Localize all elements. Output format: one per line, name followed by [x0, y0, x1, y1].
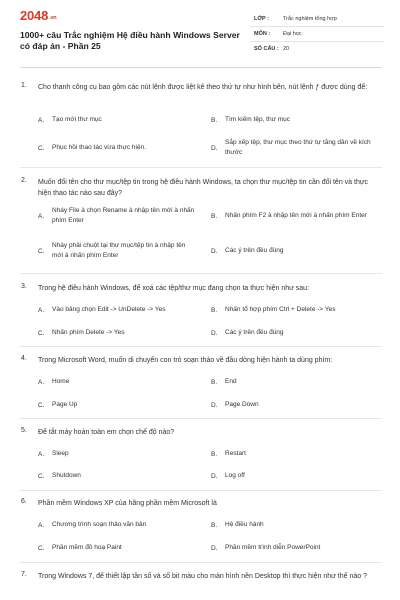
- answer-option-b[interactable]: [211, 109, 386, 131]
- option-text: Page Down: [225, 401, 259, 408]
- option-letter: C.: [38, 472, 45, 480]
- answer-option-b[interactable]: [211, 514, 386, 536]
- answer-option-b[interactable]: [211, 443, 386, 465]
- option-letter: D.: [211, 329, 218, 337]
- option-text: Nhấn phím F2 à nhập tên mới à nhấn phím Enter: [225, 212, 367, 219]
- option-letter: D.: [211, 544, 218, 552]
- option-text: Home: [52, 378, 70, 385]
- answer-option-d[interactable]: [211, 240, 386, 262]
- option-text: Chương trình soạn thảo văn bản: [52, 521, 147, 528]
- option-letter: B.: [211, 450, 218, 458]
- option-text: Phần mềm trình diễn PowerPoint: [225, 544, 321, 551]
- question-number: 4.: [21, 355, 27, 362]
- meta-value: Đại học: [283, 31, 302, 37]
- answer-option-a[interactable]: [38, 443, 198, 465]
- option-letter: D.: [211, 144, 218, 152]
- meta-row-subject: [250, 27, 384, 42]
- answer-option-d[interactable]: [211, 137, 386, 159]
- option-letter: D.: [211, 247, 218, 255]
- option-text: Phần mềm đồ hoạ Paint: [52, 544, 122, 551]
- option-letter: C.: [38, 247, 45, 255]
- answer-option-a[interactable]: [38, 109, 198, 131]
- document-title: 1000+ câu Trắc nghiệm Hệ điều hành Windows Server có đáp án - Phần 25: [20, 30, 240, 51]
- meta-value: Trắc nghiệm tổng hợp: [283, 16, 337, 22]
- option-text: Nhấn phím Delete -> Yes: [52, 329, 125, 336]
- option-letter: A.: [38, 521, 45, 529]
- option-letter: B.: [211, 212, 218, 220]
- option-text: Sleep: [52, 450, 69, 457]
- header-divider: [20, 67, 382, 68]
- option-text: Tạo mới thư mục: [52, 116, 102, 123]
- option-text: Nhấn tổ hợp phím Ctrl + Delete -> Yes: [225, 306, 336, 313]
- option-text: Log off: [225, 472, 245, 479]
- answer-option-c[interactable]: [38, 240, 198, 262]
- answer-option-c[interactable]: [38, 322, 198, 344]
- option-text: Phục hồi thao tác vừa thực hiện.: [52, 144, 146, 151]
- answer-option-d[interactable]: [211, 322, 386, 344]
- option-text: Các ý trên đều đúng: [225, 247, 284, 254]
- answer-option-d[interactable]: [211, 394, 386, 416]
- option-text: End: [225, 378, 237, 385]
- answer-option-b[interactable]: [211, 299, 386, 321]
- option-letter: D.: [211, 472, 218, 480]
- option-text: Vào bảng chọn Edit -> UnDelete -> Yes: [52, 306, 166, 313]
- question-separator: [20, 273, 382, 274]
- question-separator: [20, 346, 382, 347]
- site-logo[interactable]: [20, 8, 56, 23]
- question-text: Phần mềm Windows XP của hãng phần mềm Microsoft là: [38, 500, 217, 507]
- meta-label: MÔN :: [254, 31, 271, 37]
- option-text: Hệ điều hành: [225, 521, 264, 528]
- answer-option-c[interactable]: [38, 394, 198, 416]
- option-letter: A.: [38, 378, 45, 386]
- meta-label: LỚP :: [254, 16, 269, 22]
- option-letter: A.: [38, 212, 45, 220]
- option-text: Nháy phải chuột tại thư mục/tệp tin à nhập tên mới à nhấn phím Enter: [52, 242, 186, 259]
- meta-label: SỐ CÂU :: [254, 46, 279, 52]
- answer-option-a[interactable]: [38, 205, 198, 227]
- question-number: 3.: [21, 283, 27, 290]
- answer-option-d[interactable]: [211, 537, 386, 559]
- option-text: Các ý trên đều đúng: [225, 329, 284, 336]
- question-text: Muốn đổi tên cho thư mục/tệp tin trong hệ điều hành Windows, ta chọn thư mục/tệp tin cần đổi tên và thực hiện thao tác nào sau đây?: [38, 179, 369, 197]
- question-number: 1.: [21, 82, 27, 89]
- answer-option-b[interactable]: [211, 371, 386, 393]
- question-separator: [20, 167, 382, 168]
- question-number: 2.: [21, 177, 27, 184]
- option-letter: B.: [211, 521, 218, 529]
- question-number: 7.: [21, 571, 27, 578]
- question-number: 6.: [21, 498, 27, 505]
- question-text: Để tắt máy hoàn toàn em chọn chế độ nào?: [38, 429, 175, 436]
- meta-row-class: [250, 12, 384, 27]
- option-text: Shutdown: [52, 472, 81, 479]
- logo-text: 2048: [20, 8, 49, 23]
- answer-option-d[interactable]: [211, 465, 386, 487]
- question-separator: [20, 418, 382, 419]
- option-letter: C.: [38, 144, 45, 152]
- option-letter: B.: [211, 306, 218, 314]
- option-text: Page Up: [52, 401, 78, 408]
- answer-option-a[interactable]: [38, 299, 198, 321]
- meta-row-count: [250, 42, 384, 57]
- answer-option-a[interactable]: [38, 514, 198, 536]
- question-text: Trong hệ điều hành Windows, để xoá các tệp/thư mục đang chọn ta thực hiện như sau:: [38, 285, 310, 292]
- question-text: Trong Microsoft Word, muốn di chuyển con trỏ soạn thảo về đầu dòng hiện hành ta dùng phím:: [38, 357, 333, 364]
- document-header: [0, 0, 400, 66]
- meta-info-box: [250, 12, 384, 57]
- option-text: Nháy File à chọn Rename à nhập tên mới à nhấn phím Enter: [52, 207, 195, 224]
- option-letter: A.: [38, 306, 45, 314]
- logo-suffix: .vn: [49, 15, 57, 21]
- option-letter: A.: [38, 116, 45, 124]
- option-letter: C.: [38, 544, 45, 552]
- question-separator: [20, 490, 382, 491]
- question-number: 5.: [21, 427, 27, 434]
- meta-value: 20: [283, 46, 290, 52]
- question-text: Cho thanh công cụ bao gồm các nút lệnh được liệt kê theo thứ tự như hình bên, nút lệnh ƒ được dùng để:: [38, 84, 368, 91]
- option-letter: D.: [211, 401, 218, 409]
- answer-option-b[interactable]: [211, 205, 386, 227]
- answer-option-a[interactable]: [38, 371, 198, 393]
- answer-option-c[interactable]: [38, 537, 198, 559]
- answer-option-c[interactable]: [38, 137, 198, 159]
- option-letter: A.: [38, 450, 45, 458]
- option-letter: C.: [38, 401, 45, 409]
- answer-option-c[interactable]: [38, 465, 198, 487]
- question-text: Trong Windows 7, để thiết lập tần số và số bit màu cho màn hình nền Desktop thì thực hiện như thế nào ?: [38, 573, 367, 580]
- option-text: Restart: [225, 450, 246, 457]
- option-letter: C.: [38, 329, 45, 337]
- question-separator: [20, 562, 382, 563]
- option-letter: B.: [211, 378, 218, 386]
- option-letter: B.: [211, 116, 218, 124]
- option-text: Sắp xếp tệp, thư mục theo thứ tự tăng dần về kích thước: [225, 139, 371, 156]
- option-text: Tìm kiếm tệp, thư mục: [225, 116, 291, 123]
